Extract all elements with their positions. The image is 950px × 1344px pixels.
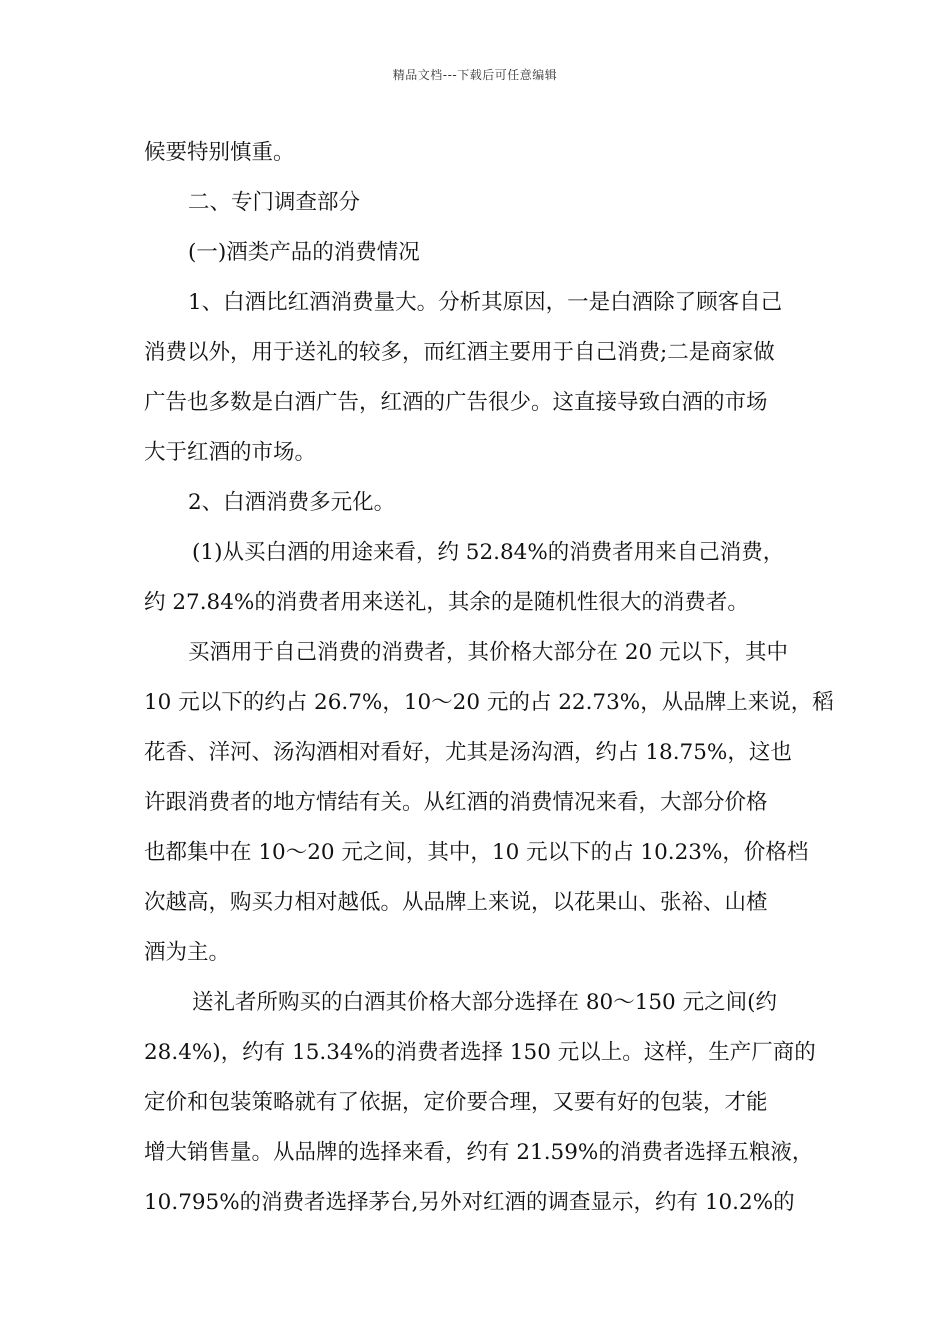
text-line: 送礼者所购买的白酒其价格大部分选择在 80～150 元之间(约	[192, 990, 777, 1015]
text-line: 10 元以下的约占 26.7%，10～20 元的占 22.73%，从品牌上来说，稻	[144, 690, 834, 715]
text-line: 候要特别慎重。	[144, 140, 295, 165]
text-line: 消费以外，用于送礼的较多，而红酒主要用于自己消费;二是商家做	[144, 340, 775, 365]
text-line: 定价和包装策略就有了依据，定价要合理，又要有好的包装，才能	[144, 1090, 768, 1115]
text-line: 28.4%)，约有 15.34%的消费者选择 150 元以上。这样，生产厂商的	[144, 1040, 816, 1065]
text-line: 次越高，购买力相对越低。从品牌上来说，以花果山、张裕、山楂	[144, 890, 768, 915]
text-line: 二、专门调查部分	[188, 190, 361, 215]
text-line: 花香、洋河、汤沟酒相对看好，尤其是汤沟酒，约占 18.75%，这也	[144, 740, 792, 765]
text-line: 也都集中在 10～20 元之间，其中，10 元以下的占 10.23%，价格档	[144, 840, 809, 865]
text-line: 增大销售量。从品牌的选择来看，约有 21.59%的消费者选择五粮液，	[144, 1140, 814, 1165]
text-line: 广告也多数是白酒广告，红酒的广告很少。这直接导致白酒的市场	[144, 390, 768, 415]
text-line: (1)从买白酒的用途来看，约 52.84%的消费者用来自己消费，	[192, 540, 785, 565]
text-line: 大于红酒的市场。	[144, 440, 317, 465]
page-header: 精品文档---下载后可任意编辑	[392, 68, 558, 82]
text-line: 1、白酒比红酒消费量大。分析其原因，一是白酒除了顾客自己	[188, 290, 783, 315]
text-line: 许跟消费者的地方情结有关。从红酒的消费情况来看，大部分价格	[144, 790, 768, 815]
text-line: (一)酒类产品的消费情况	[188, 240, 420, 265]
text-line: 2、白酒消费多元化。	[188, 490, 396, 515]
text-line: 约 27.84%的消费者用来送礼，其余的是随机性很大的消费者。	[144, 590, 749, 615]
document-body	[144, 128, 834, 1228]
text-line: 买酒用于自己消费的消费者，其价格大部分在 20 元以下，其中	[188, 640, 789, 665]
text-line: 酒为主。	[144, 940, 231, 965]
text-line: 10.795%的消费者选择茅台,另外对红酒的调查显示，约有 10.2%的	[144, 1190, 795, 1215]
